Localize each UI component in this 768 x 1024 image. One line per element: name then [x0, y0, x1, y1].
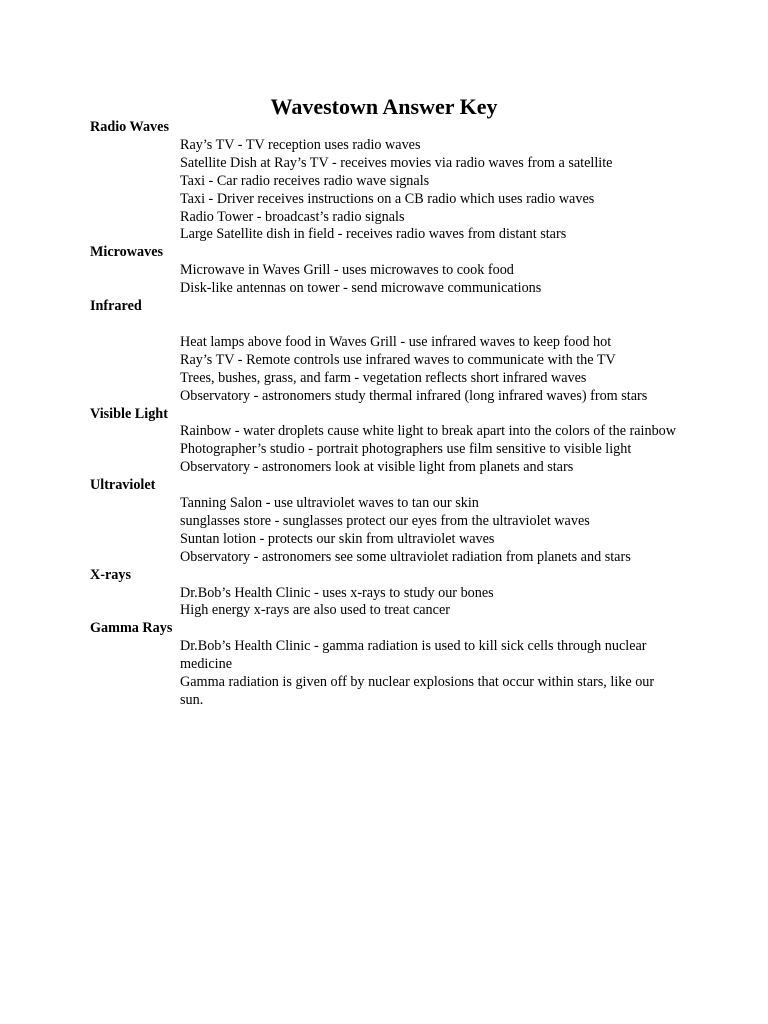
list-item: sunglasses store - sunglasses protect our eyes from the ultraviolet waves: [180, 512, 590, 529]
section-microwaves: [90, 244, 690, 298]
section-x-rays: [90, 567, 690, 621]
list-item: Trees, bushes, grass, and farm - vegetation reflects short infrared waves: [180, 369, 587, 386]
section-heading: Microwaves: [90, 244, 164, 261]
section-items: [90, 638, 690, 710]
section-heading: Visible Light: [90, 405, 168, 422]
section-items: [90, 495, 690, 567]
list-item-blank: [180, 316, 680, 334]
answer-key-content: [90, 119, 690, 710]
section-infrared: [90, 298, 690, 405]
list-item: Heat lamps above food in Waves Grill - use infrared waves to keep food hot: [180, 333, 612, 350]
list-item: Large Satellite dish in field - receives radio waves from distant stars: [180, 226, 567, 243]
list-item: Taxi - Car radio receives radio wave signals: [180, 172, 430, 189]
list-item: High energy x-rays are also used to treat cancer: [180, 602, 450, 619]
list-item: Photographer’s studio - portrait photographers use film sensitive to visible light: [180, 441, 632, 458]
section-heading: Ultraviolet: [90, 477, 156, 494]
list-item: Ray’s TV - Remote controls use infrared waves to communicate with the TV: [180, 351, 616, 368]
list-item: Gamma radiation is given off by nuclear explosions that occur within stars, like our sun.: [180, 674, 655, 708]
list-item: Dr.Bob’s Health Clinic - uses x-rays to study our bones: [180, 584, 494, 601]
section-heading: X-rays: [90, 566, 131, 583]
list-item: Ray’s TV - TV reception uses radio waves: [180, 136, 421, 153]
section-items: [90, 316, 690, 406]
section-gamma-rays: [90, 620, 690, 710]
page-title: Wavestown Answer Key: [270, 94, 498, 119]
section-heading: Gamma Rays: [90, 620, 173, 637]
list-item: Dr.Bob’s Health Clinic - gamma radiation is used to kill sick cells through nuclear medicine: [180, 638, 647, 673]
section-items: [90, 137, 690, 244]
section-items: [90, 585, 690, 621]
section-ultraviolet: [90, 477, 690, 567]
list-item: Suntan lotion - protects our skin from ultraviolet waves: [180, 530, 495, 547]
list-item: Observatory - astronomers look at visible light from planets and stars: [180, 459, 574, 476]
list-item: Tanning Salon - use ultraviolet waves to tan our skin: [180, 495, 479, 512]
list-item: Observatory - astronomers see some ultraviolet radiation from planets and stars: [180, 548, 631, 565]
list-item: Satellite Dish at Ray’s TV - receives movies via radio waves from a satellite: [180, 154, 613, 171]
section-heading: Radio Waves: [90, 119, 169, 135]
section-heading: Infrared: [90, 298, 142, 315]
list-item: Radio Tower - broadcast’s radio signals: [180, 208, 405, 225]
list-item: Rainbow - water droplets cause white light to break apart into the colors of the rainbow: [180, 423, 677, 440]
section-radio-waves: [90, 119, 690, 244]
section-items: [90, 423, 690, 477]
section-visible-light: [90, 406, 690, 478]
list-item: Microwave in Waves Grill - uses microwaves to cook food: [180, 262, 514, 279]
list-item: Disk-like antennas on tower - send microwave communications: [180, 280, 542, 297]
list-item: Taxi - Driver receives instructions on a CB radio which uses radio waves: [180, 190, 595, 207]
list-item: Observatory - astronomers study thermal infrared (long infrared waves) from stars: [180, 387, 648, 404]
section-items: [90, 262, 690, 298]
